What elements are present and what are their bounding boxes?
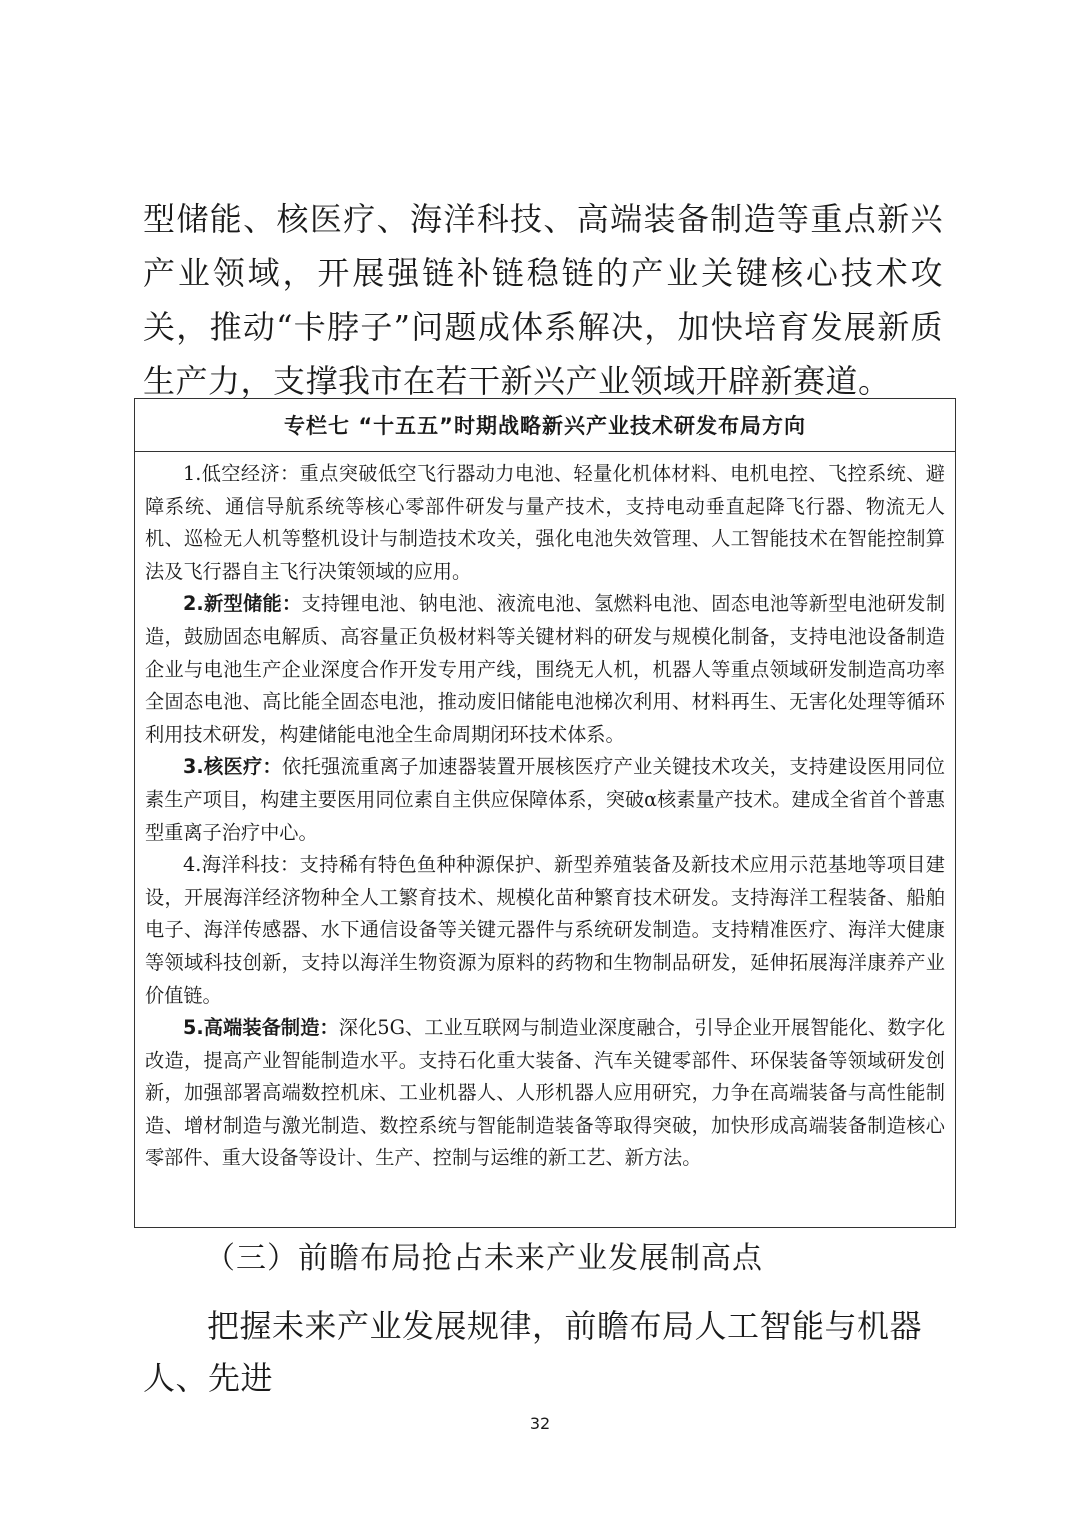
intro-paragraph <box>143 192 943 408</box>
item-text: 重点突破低空飞行器动力电池、轻量化机体材料、电机电控、飞控系统、避障系统、通信导航系统等核心零部件研发与量产技术，支持电动垂直起降飞行器、物流无人机、巡检无人机等整机设计与制造技术攻关，强化电池失效管理、人工智能技术在智能控制算法及飞行器自主飞行决策领域的应用。 <box>145 462 945 583</box>
closing-paragraph: 把握未来产业发展规律，前瞻布局人工智能与机器人、先进 <box>143 1307 923 1397</box>
item-text: 依托强流重离子加速器装置开展核医疗产业关键技术攻关，支持建设医用同位素生产项目，构建主要医用同位素自主供应保障体系，突破α核素量产技术。建成全省首个普惠型重离子治疗中心。 <box>145 755 945 844</box>
item-nuclear-medicine <box>145 751 945 849</box>
item-marine-technology <box>145 849 945 1012</box>
column-box-title: 专栏七 “十五五”时期战略新兴产业技术研发布局方向 <box>135 399 955 452</box>
item-text: 深化5G、工业互联网与制造业深度融合，引导企业开展智能化、数字化改造，提高产业智能制造水平。支持石化重大装备、汽车关键零部件、环保装备等领域研发创新，加强部署高端数控机床、工业机器人、人形机器人应用研究，力争在高端装备与高性能制造、增材制造与激光制造、数控系统与智能制造装备等取得突破，加快形成高端装备制造核心零部件、重大设备等设计、生产、控制与运维的新工艺、新方法。 <box>145 1016 945 1170</box>
item-lead: 5.高端装备制造： <box>183 1016 339 1040</box>
item-lead: 4.海洋科技： <box>183 853 300 877</box>
column-box <box>134 398 956 1228</box>
intro-text: 型储能、核医疗、海洋科技、高端装备制造等重点新兴产业领域，开展强链补链稳链的产业关键核心技术攻关，推动“卡脖子”问题成体系解决，加快培育发展新质生产力，支撑我市在若干新兴产业领域开辟新赛道。 <box>143 200 943 400</box>
item-lead: 1.低空经济： <box>183 462 300 485</box>
section-heading: （三）前瞻布局抢占未来产业发展制高点 <box>205 1241 763 1276</box>
item-text: 支持锂电池、钠电池、液流电池、氢燃料电池、固态电池等新型电池研发制造，鼓励固态电解质、高容量正负极材料等关键材料的研发与规模化制备，支持电池设备制造企业与电池生产企业深度合作开发专用产线，围绕无人机，机器人等重点领域研发制造高功率全固态电池、高比能全固态电池，推动废旧储能电池梯次利用、材料再生、无害化处理等循环利用技术研发，构建储能电池全生命周期闭环技术体系。 <box>145 592 946 746</box>
page-number: 32 <box>529 1414 551 1433</box>
item-new-energy-storage <box>145 588 945 751</box>
item-high-end-equipment <box>145 1012 945 1175</box>
column-box-body <box>135 452 955 1175</box>
item-lead: 3.核医疗： <box>183 755 282 779</box>
item-lead: 2.新型储能： <box>183 592 302 616</box>
item-text: 支持稀有特色鱼种种源保护、新型养殖装备及新技术应用示范基地等项目建设，开展海洋经济物种全人工繁育技术、规模化苗种繁育技术研发。支持海洋工程装备、船舶电子、海洋传感器、水下通信设备等关键元器件与系统研发制造。支持精准医疗、海洋大健康等领域科技创新，支持以海洋生物资源为原料的药物和生物制品研发，延伸拓展海洋康养产业价值链。 <box>145 853 945 1007</box>
item-low-altitude-economy <box>145 458 945 588</box>
